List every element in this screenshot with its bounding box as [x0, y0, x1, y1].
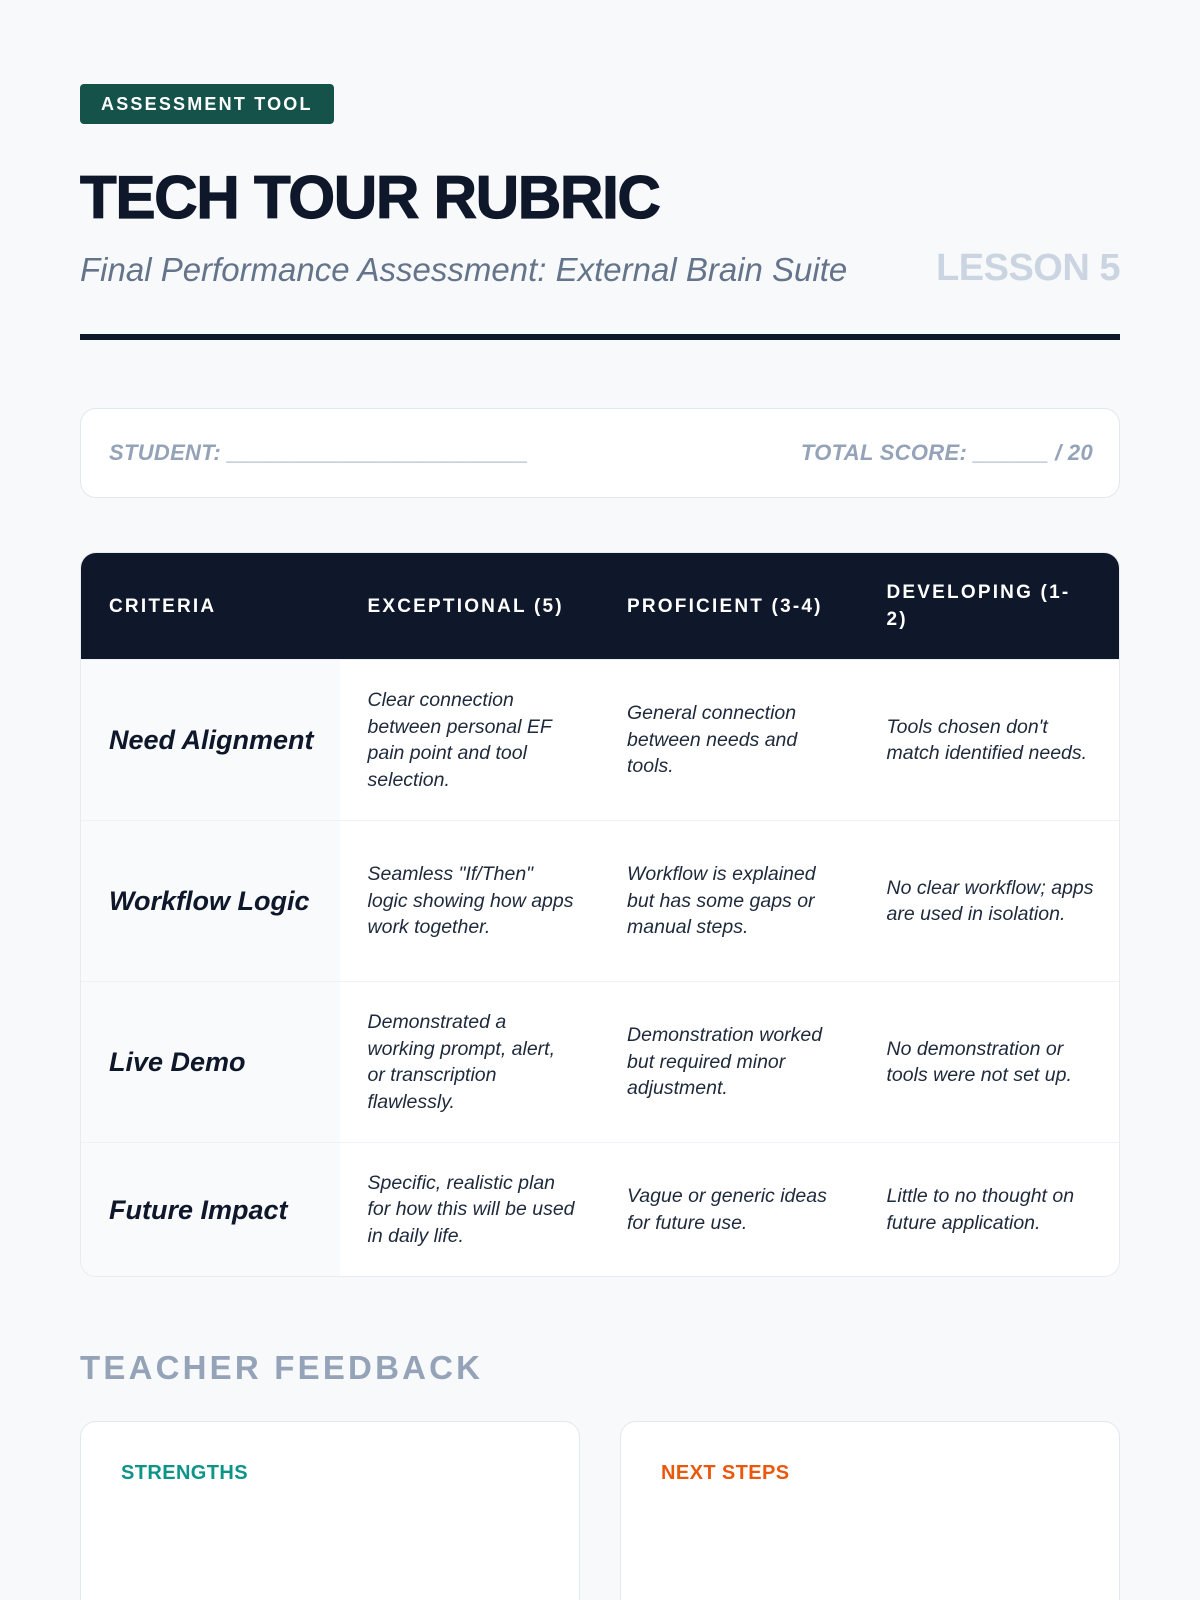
criteria-cell: Live Demo — [81, 982, 340, 1142]
student-info-box — [80, 408, 1120, 498]
table-row — [81, 1142, 1119, 1276]
developing-cell: Little to no thought on future application. — [886, 1185, 1075, 1234]
criteria-cell: Workflow Logic — [81, 821, 340, 981]
proficient-cell: Demonstration worked but required minor adjustment. — [627, 1024, 823, 1100]
total-score-field[interactable]: TOTAL SCORE: ______ / 20 — [800, 440, 1093, 465]
page-subtitle: Final Performance Assessment: External Brain Suite — [80, 251, 848, 288]
proficient-cell: Workflow is explained but has some gaps or manual steps. — [627, 863, 816, 939]
assessment-tag: ASSESSMENT TOOL — [80, 84, 334, 124]
header-divider — [80, 334, 1120, 340]
developing-cell: Tools chosen don't match identified needs. — [886, 715, 1088, 764]
subtitle-row — [80, 248, 1120, 290]
developing-cell: No demonstration or tools were not set up. — [886, 1037, 1072, 1086]
exceptional-cell: Clear connection between personal EF pain point and tool selection. — [367, 689, 552, 791]
exceptional-cell: Specific, realistic plan for how this will be used in daily life. — [367, 1171, 575, 1247]
feedback-section-title: TEACHER FEEDBACK — [80, 1349, 484, 1386]
rubric-table — [80, 552, 1120, 1277]
criteria-cell: Need Alignment — [81, 660, 340, 820]
proficient-cell: General connection between needs and tools. — [627, 702, 798, 778]
exceptional-cell: Demonstrated a working prompt, alert, or transcription flawlessly. — [367, 1011, 556, 1113]
criteria-cell: Future Impact — [81, 1143, 340, 1276]
header-proficient: PROFICIENT (3-4) — [627, 595, 823, 617]
student-name-field[interactable]: STUDENT: ________________________ — [109, 440, 529, 465]
developing-cell: No clear workflow; apps are used in isolation. — [886, 876, 1094, 925]
header-criteria: CRITERIA — [109, 595, 217, 617]
exceptional-cell: Seamless "If/Then" logic showing how apps work together. — [367, 863, 574, 939]
page-title: TECH TOUR RUBRIC — [80, 164, 660, 231]
next-steps-label: NEXT STEPS — [661, 1462, 790, 1484]
feedback-cards — [80, 1421, 1120, 1600]
table-row — [81, 659, 1119, 820]
header-developing: DEVELOPING (1-2) — [886, 582, 1071, 630]
header-exceptional: EXCEPTIONAL (5) — [367, 595, 564, 617]
proficient-cell: Vague or generic ideas for future use. — [627, 1185, 827, 1234]
lesson-label: LESSON 5 — [936, 247, 1120, 289]
table-row — [81, 981, 1119, 1142]
rubric-header-row — [81, 553, 1119, 659]
strengths-label: STRENGTHS — [121, 1462, 248, 1484]
table-row — [81, 820, 1119, 981]
next-steps-card[interactable] — [620, 1421, 1120, 1600]
strengths-card[interactable] — [80, 1421, 580, 1600]
